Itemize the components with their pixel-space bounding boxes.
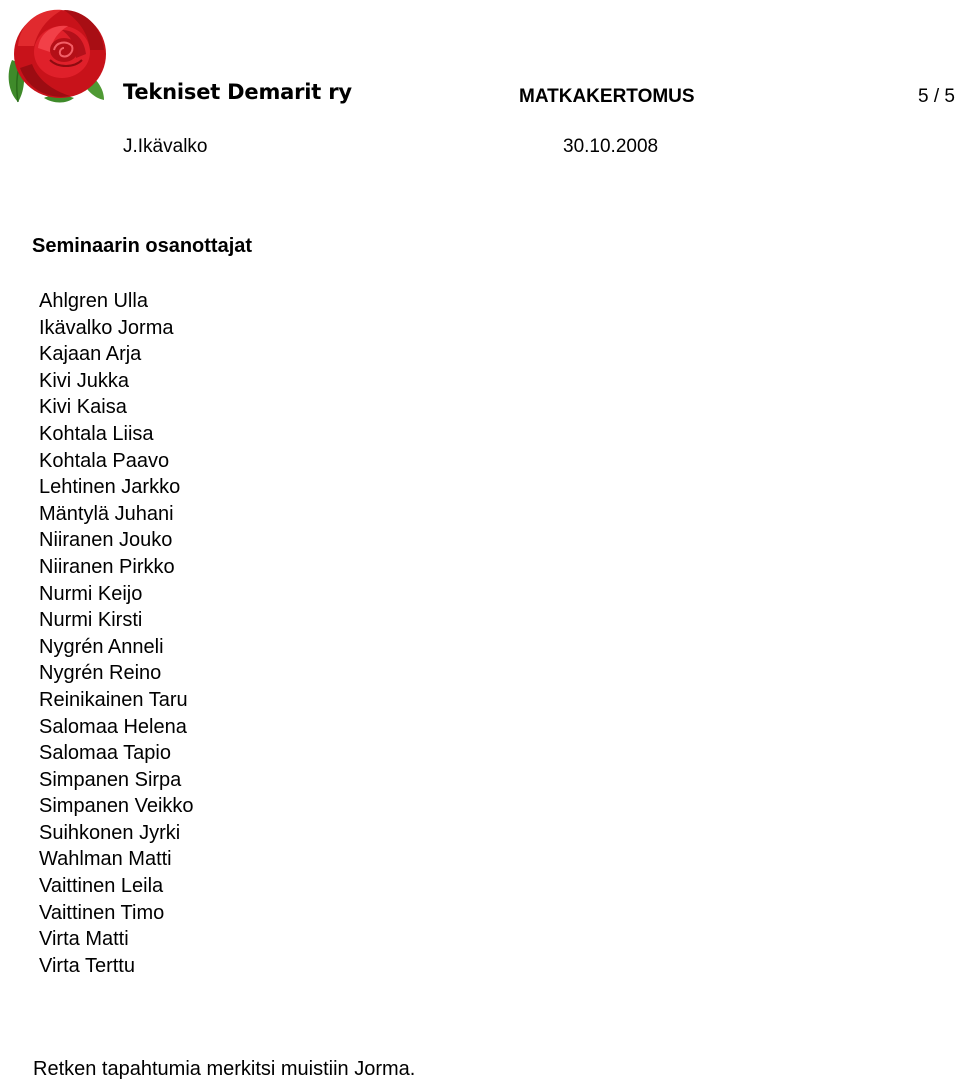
list-item: Ahlgren Ulla [39,290,148,312]
section-heading: Seminaarin osanottajat [32,235,253,257]
list-item: Suihkonen Jyrki [39,821,181,844]
list-item: Kohtala Paavo [39,449,170,472]
list-item: Ikävalko Jorma [39,316,174,339]
list-item: Virta Terttu [39,954,135,977]
list-item: Nurmi Kirsti [39,609,143,632]
list-item: Mäntylä Juhani [39,502,174,525]
participant-list [39,288,194,979]
list-item: Kivi Kaisa [39,396,127,419]
list-item: Simpanen Veikko [39,795,194,818]
closing-note: Retken tapahtumia merkitsi muistiin Jorma. [33,1058,416,1080]
list-item: Simpanen Sirpa [39,768,182,791]
document-date: 30.10.2008 [563,136,659,157]
list-item: Salomaa Tapio [39,742,171,765]
author-name: J.Ikävalko [123,136,208,157]
list-item: Nygrén Anneli [39,635,164,658]
list-item: Niiranen Pirkko [39,555,175,578]
list-item: Kajaan Arja [39,343,142,366]
list-item: Wahlman Matti [39,848,172,871]
list-item: Lehtinen Jarkko [39,476,181,499]
list-item: Niiranen Jouko [39,529,173,552]
list-item: Nygrén Reino [39,662,162,685]
list-item: Salomaa Helena [39,715,187,738]
page-number: 5 / 5 [918,86,955,107]
document-title: MATKAKERTOMUS [519,86,695,107]
list-item: Nurmi Keijo [39,582,143,605]
red-rose-icon [4,2,110,106]
list-item: Vaittinen Leila [39,875,164,898]
list-item: Kohtala Liisa [39,422,154,445]
organization-name: Tekniset Demarit ry [123,80,352,104]
list-item: Vaittinen Timo [39,901,165,924]
list-item: Kivi Jukka [39,369,130,392]
list-item: Reinikainen Taru [39,688,188,711]
list-item: Virta Matti [39,928,129,951]
